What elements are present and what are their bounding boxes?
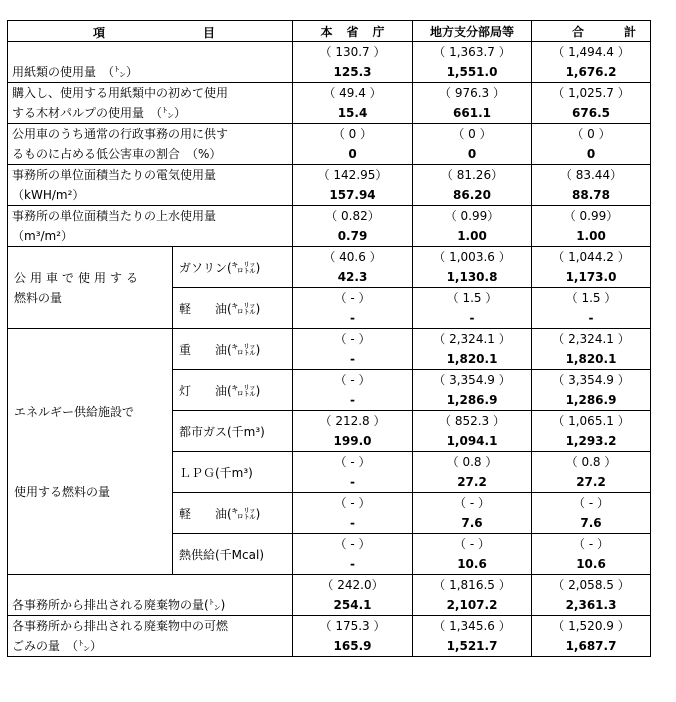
sub-label-diesel: 軽 油(㌔㍑) — [173, 493, 293, 534]
group-label-vehicle-fuel: 公用車で使用する 燃料の量 — [8, 247, 173, 329]
table-row — [8, 83, 651, 124]
data-table — [7, 20, 676, 657]
cell-ministry: （ 40.6 ） 42.3 — [293, 247, 413, 288]
row-label: 用紙類の使用量 （㌧） — [8, 42, 293, 83]
cell-total: （ 0.8 ） 27.2 — [532, 452, 651, 493]
cell-ministry: （ 130.7 ） 125.3 — [293, 42, 413, 83]
header-regional: 地方支分部局等 — [413, 21, 532, 42]
table-row — [8, 329, 651, 370]
cell-total: （ 3,354.9 ） 1,286.9 — [532, 370, 651, 411]
sub-label-diesel: 軽 油(㌔㍑) — [173, 288, 293, 329]
row-label: 事務所の単位面積当たりの電気使用量 （kWH/m²） — [8, 165, 293, 206]
group-label-energy-fuel: エネルギー供給施設で 使用する燃料の量 — [8, 329, 173, 575]
sub-label-heat: 熱供給(千Mcal) — [173, 534, 293, 575]
cell-ministry: （ - ） - — [293, 370, 413, 411]
cell-regional: （ 976.3 ） 661.1 — [413, 83, 532, 124]
sub-label-city-gas: 都市ガス(千m³) — [173, 411, 293, 452]
table-row — [8, 575, 651, 616]
cell-total: （ - ） 10.6 — [532, 534, 651, 575]
cell-ministry: （ 0.82） 0.79 — [293, 206, 413, 247]
cell-total: （ 1,044.2 ） 1,173.0 — [532, 247, 651, 288]
table-row — [8, 616, 651, 657]
cell-regional: （ 0 ） 0 — [413, 124, 532, 165]
row-label: 各事務所から排出される廃棄物中の可燃 ごみの量 （㌧） — [8, 616, 293, 657]
sub-label-lpg: ＬＰＧ(千m³) — [173, 452, 293, 493]
table-row — [8, 165, 651, 206]
row-label: 購入し、使用する用紙類中の初めて使用 する木材パルプの使用量 （㌧） — [8, 83, 293, 124]
cell-ministry: （ - ） - — [293, 534, 413, 575]
cell-regional: （ 2,324.1 ） 1,820.1 — [413, 329, 532, 370]
cell-ministry: （ 212.8 ） 199.0 — [293, 411, 413, 452]
sub-label-gasoline: ガソリン(㌔㍑) — [173, 247, 293, 288]
cell-total: （ - ） 7.6 — [532, 493, 651, 534]
cell-ministry: （ 175.3 ） 165.9 — [293, 616, 413, 657]
cell-ministry: （ - ） - — [293, 329, 413, 370]
cell-total: （ 1,520.9 ） 1,687.7 — [532, 616, 651, 657]
cell-regional: （ 1,345.6 ） 1,521.7 — [413, 616, 532, 657]
cell-regional: （ 1,363.7 ） 1,551.0 — [413, 42, 532, 83]
cell-total: （ 0.99） 1.00 — [532, 206, 651, 247]
table-row — [8, 206, 651, 247]
cell-total: （ 1,065.1 ） 1,293.2 — [532, 411, 651, 452]
cell-total: （ 2,058.5 ） 2,361.3 — [532, 575, 651, 616]
cell-ministry: （ 49.4 ） 15.4 — [293, 83, 413, 124]
sub-label-kerosene: 灯 油(㌔㍑) — [173, 370, 293, 411]
cell-regional: （ 1,003.6 ） 1,130.8 — [413, 247, 532, 288]
table-row — [8, 247, 651, 288]
cell-regional: （ - ） 7.6 — [413, 493, 532, 534]
cell-total: （ 1,494.4 ） 1,676.2 — [532, 42, 651, 83]
header-total: 合計 — [532, 21, 651, 42]
cell-total: （ 2,324.1 ） 1,820.1 — [532, 329, 651, 370]
cell-total: （ 1,025.7 ） 676.5 — [532, 83, 651, 124]
cell-ministry: （ - ） - — [293, 288, 413, 329]
cell-ministry: （ 0 ） 0 — [293, 124, 413, 165]
table-row — [8, 42, 651, 83]
cell-ministry: （ - ） - — [293, 493, 413, 534]
cell-total: （ 1.5 ） - — [532, 288, 651, 329]
header-item — [8, 21, 293, 42]
cell-total: （ 0 ） 0 — [532, 124, 651, 165]
cell-ministry: （ - ） - — [293, 452, 413, 493]
cell-regional: （ 1.5 ） - — [413, 288, 532, 329]
sub-label-heavy-oil: 重 油(㌔㍑) — [173, 329, 293, 370]
cell-ministry: （ 242.0） 254.1 — [293, 575, 413, 616]
header-item-b: 目 — [203, 26, 216, 40]
header-row — [8, 21, 651, 42]
header-ministry: 本省庁 — [293, 21, 413, 42]
cell-regional: （ - ） 10.6 — [413, 534, 532, 575]
cell-regional: （ 1,816.5 ） 2,107.2 — [413, 575, 532, 616]
header-item-a: 項 — [93, 26, 106, 40]
row-label: 公用車のうち通常の行政事務の用に供す るものに占める低公害車の割合 （%） — [8, 124, 293, 165]
row-label: 事務所の単位面積当たりの上水使用量 （m³/m²） — [8, 206, 293, 247]
cell-total: （ 83.44） 88.78 — [532, 165, 651, 206]
cell-regional: （ 0.99） 1.00 — [413, 206, 532, 247]
cell-regional: （ 3,354.9 ） 1,286.9 — [413, 370, 532, 411]
table-row — [8, 124, 651, 165]
row-label: 各事務所から排出される廃棄物の量(㌧) — [8, 575, 293, 616]
cell-regional: （ 81.26） 86.20 — [413, 165, 532, 206]
cell-regional: （ 852.3 ） 1,094.1 — [413, 411, 532, 452]
cell-ministry: （ 142.95） 157.94 — [293, 165, 413, 206]
cell-regional: （ 0.8 ） 27.2 — [413, 452, 532, 493]
